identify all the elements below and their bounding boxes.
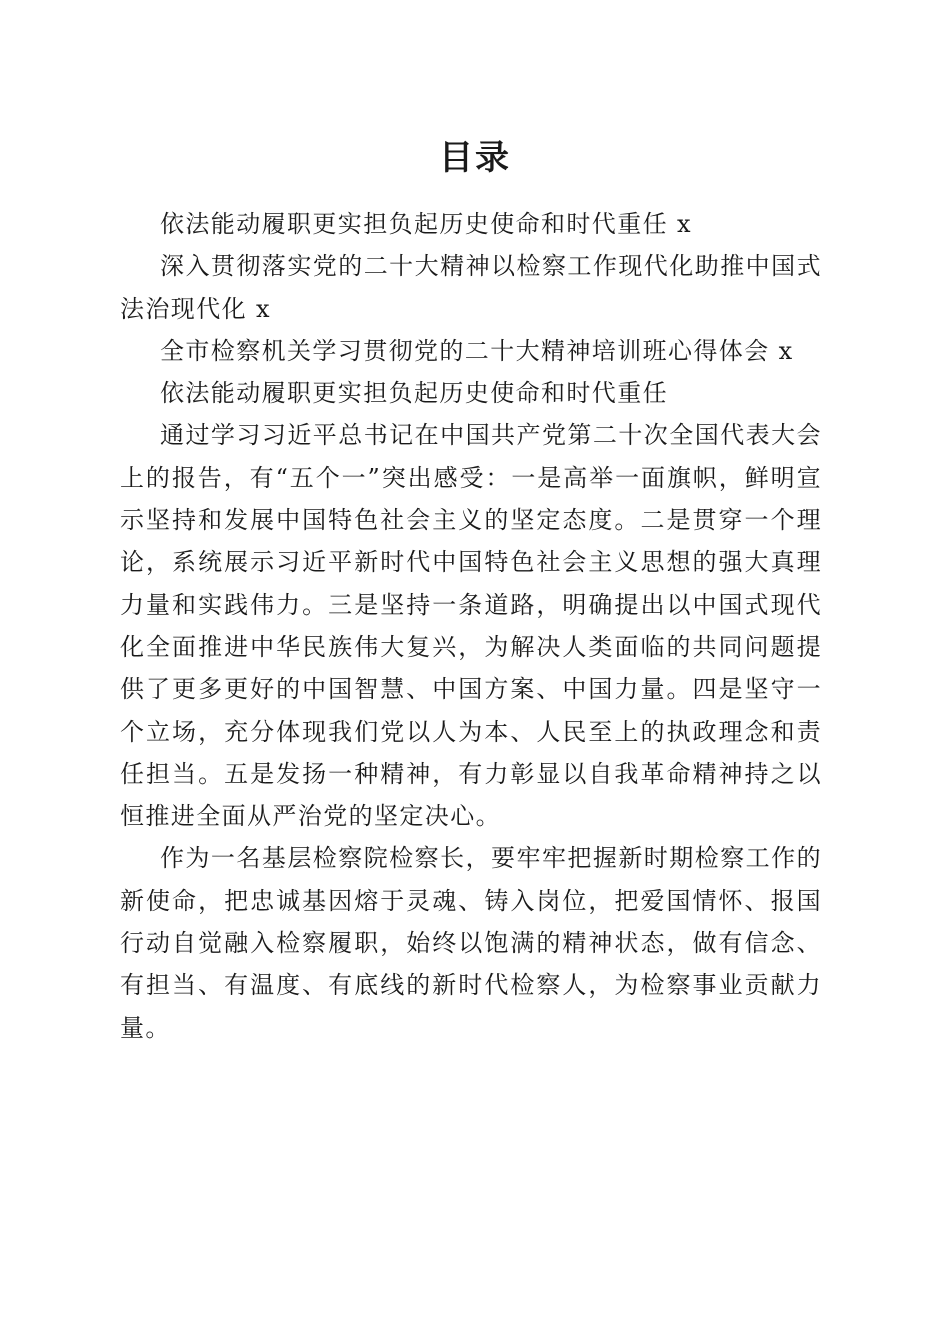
- toc-entry[interactable]: 全市检察机关学习贯彻党的二十大精神培训班心得体会 x: [160, 336, 794, 365]
- toc-entry[interactable]: 依法能动履职更实担负起历史使命和时代重任 x: [160, 210, 692, 238]
- article-title: 依法能动履职更实担负起历史使命和时代重任: [160, 379, 668, 408]
- document-body: [120, 203, 822, 1049]
- page-title: 目录: [439, 138, 511, 178]
- body-paragraph: 通过学习习近平总书记在中国共产党第二十次全国代表大会上的报告，有“五个一”突出感受：一是高举一面旗帜，鲜明宣示坚持和发展中国特色社会主义的坚定态度。二是贯穿一个理论，系统展示习近平新时代中国特色社会主义思想的强大真理力量和实践伟力。三是坚持一条道路，明确提出以中国式现代化全面推进中华民族伟大复兴，为解决人类面临的共同问题提供了更多更好的中国智慧、中国方案、中国力量。四是坚守一个立场，充分体现我们党以人为本、人民至上的执政理念和责任担当。五是发扬一种精神，有力彰显以自我革命精神持之以恒推进全面从严治党的坚定决心。: [120, 421, 822, 831]
- body-paragraph: 作为一名基层检察院检察长，要牢牢把握新时期检察工作的新使命，把忠诚基因熔于灵魂、铸入岗位，把爱国情怀、报国行动自觉融入检察履职，始终以饱满的精神状态，做有信念、有担当、有温度、有底线的新时代检察人，为检察事业贡献力量。: [120, 844, 822, 1042]
- toc-entry[interactable]: 深入贯彻落实党的二十大精神以检察工作现代化助推中国式法治现代化 x: [120, 252, 822, 323]
